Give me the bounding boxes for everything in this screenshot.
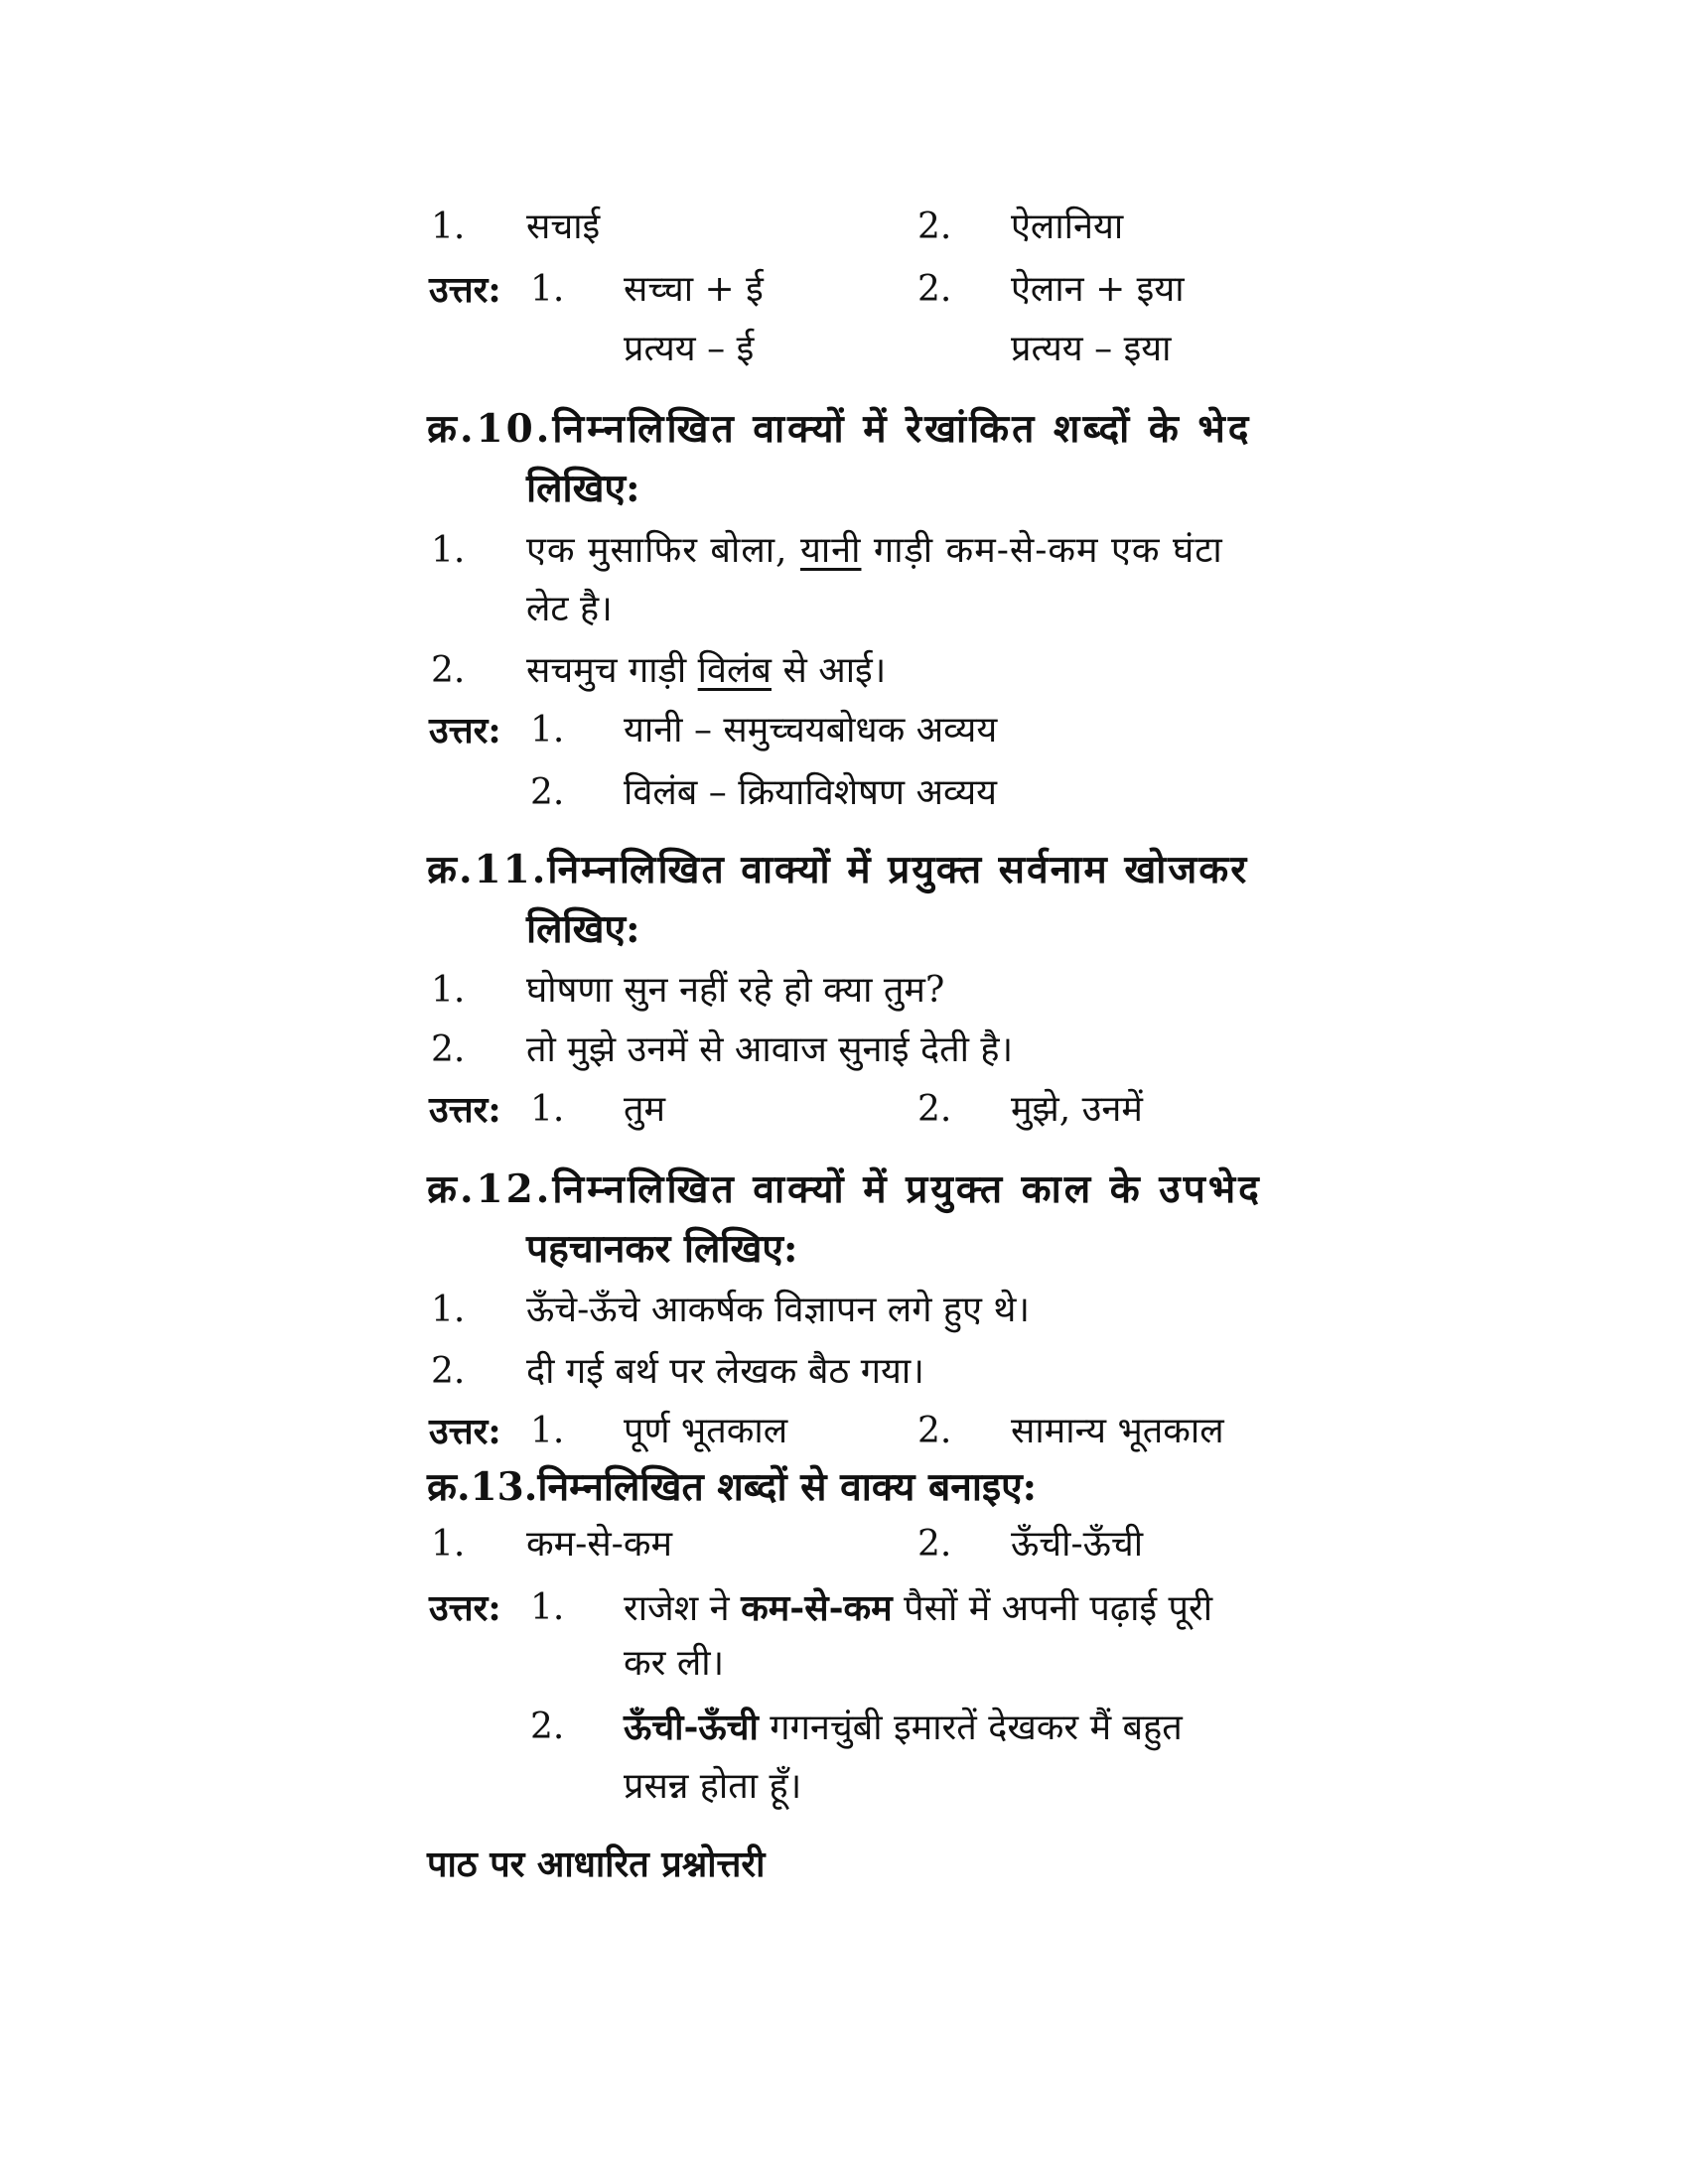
sentence-text-continued: लेट है। xyxy=(526,589,613,629)
answer-number: 2. xyxy=(530,772,565,813)
sentence-text: दी गई बर्थ पर लेखक बैठ गया। xyxy=(526,1351,924,1392)
answer-bold-word: कम-से-कम xyxy=(741,1587,893,1629)
answer-number: 2. xyxy=(917,269,952,310)
answer-number: 1. xyxy=(530,1089,565,1130)
question-heading: क्र.10.निम्नलिखित वाक्यों में रेखांकित शब्दों के भेद xyxy=(427,406,1252,452)
answer-text-continued: कर ली। xyxy=(624,1643,725,1684)
sentence-number: 1. xyxy=(431,1290,466,1330)
sentence-text-after: गाड़ी कम-से-कम एक घंटा xyxy=(873,530,1223,571)
answer-label: उत्तर: xyxy=(429,1587,501,1629)
answer-number: 2. xyxy=(530,1706,565,1747)
question-heading: क्र.12.निम्नलिखित वाक्यों में प्रयुक्त काल के उपभेद xyxy=(427,1166,1262,1212)
answer-bold-word: ऊँची-ऊँची xyxy=(624,1706,759,1748)
answer-suffix: प्रत्यय – ई xyxy=(624,329,755,369)
item-number: 1. xyxy=(431,206,466,247)
underlined-word: विलंब xyxy=(697,650,772,691)
answer-number: 1. xyxy=(530,1411,565,1451)
section-heading: पाठ पर आधारित प्रश्नोत्तरी xyxy=(427,1843,766,1885)
answer-text: पूर्ण भूतकाल xyxy=(624,1411,788,1451)
sentence-text xyxy=(526,649,886,693)
item-text: सचाई xyxy=(526,206,601,247)
answer-text-continued: प्रसन्न होता हूँ। xyxy=(624,1766,802,1807)
question-heading-continued: लिखिए: xyxy=(526,906,640,952)
answer-number: 1. xyxy=(530,710,565,751)
answer-label: उत्तर: xyxy=(429,1089,501,1131)
answer-text: यानी – समुच्चयबोधक अव्यय xyxy=(624,710,998,751)
answer-text-after: पैसों में अपनी पढ़ाई पूरी xyxy=(904,1588,1213,1629)
question-heading: क्र.13.निम्नलिखित शब्दों से वाक्य बनाइए: xyxy=(427,1464,1038,1510)
sentence-number: 2. xyxy=(431,650,466,691)
answer-number: 2. xyxy=(917,1411,952,1451)
answer-label: उत्तर: xyxy=(429,710,501,751)
sentence-text-after: से आई। xyxy=(782,650,887,691)
sentence-number: 1. xyxy=(431,530,466,571)
answer-text-before: राजेश ने xyxy=(624,1588,730,1629)
answer-text: विलंब – क्रियाविशेषण अव्यय xyxy=(624,772,998,813)
answer-label: उत्तर: xyxy=(429,1411,501,1452)
answer-number: 1. xyxy=(530,1587,565,1628)
word-number: 2. xyxy=(917,1524,952,1565)
answer-text-after: गगनचुंबी इमारतें देखकर मैं बहुत xyxy=(770,1707,1183,1748)
item-number: 2. xyxy=(917,206,952,247)
sentence-text xyxy=(526,529,1223,573)
answer-text xyxy=(624,1706,1183,1750)
answer-text: ऐलान + इया xyxy=(1011,269,1185,310)
word-number: 1. xyxy=(431,1524,466,1565)
sentence-text-before: एक मुसाफिर बोला, xyxy=(526,530,788,571)
answer-label: उत्तर: xyxy=(429,269,501,311)
sentence-text: घोषणा सुन नहीं रहे हो क्या तुम? xyxy=(526,970,945,1011)
answer-suffix: प्रत्यय – इया xyxy=(1011,329,1172,369)
sentence-text: तो मुझे उनमें से आवाज सुनाई देती है। xyxy=(526,1029,1014,1070)
question-heading-continued: लिखिए: xyxy=(526,466,640,511)
answer-number: 2. xyxy=(917,1089,952,1130)
answer-text: मुझे, उनमें xyxy=(1011,1089,1143,1130)
sentence-number: 1. xyxy=(431,970,466,1011)
sentence-number: 2. xyxy=(431,1029,466,1070)
answer-text: सामान्य भूतकाल xyxy=(1011,1411,1224,1451)
answer-text: सच्चा + ई xyxy=(624,269,764,310)
underlined-word: यानी xyxy=(799,530,862,571)
item-text: ऐलानिया xyxy=(1011,206,1124,247)
word-text: कम-से-कम xyxy=(526,1524,673,1565)
question-heading: क्र.11.निम्नलिखित वाक्यों में प्रयुक्त सर्वनाम खोजकर xyxy=(427,847,1249,892)
sentence-text-before: सचमुच गाड़ी xyxy=(526,650,687,691)
question-heading-continued: पहचानकर लिखिए: xyxy=(526,1226,798,1272)
sentence-text: ऊँचे-ऊँचे आकर्षक विज्ञापन लगे हुए थे। xyxy=(526,1290,1031,1330)
word-text: ऊँची-ऊँची xyxy=(1011,1524,1144,1565)
answer-text: तुम xyxy=(624,1089,666,1130)
sentence-number: 2. xyxy=(431,1351,466,1392)
answer-text xyxy=(624,1586,1212,1631)
answer-number: 1. xyxy=(530,269,565,310)
